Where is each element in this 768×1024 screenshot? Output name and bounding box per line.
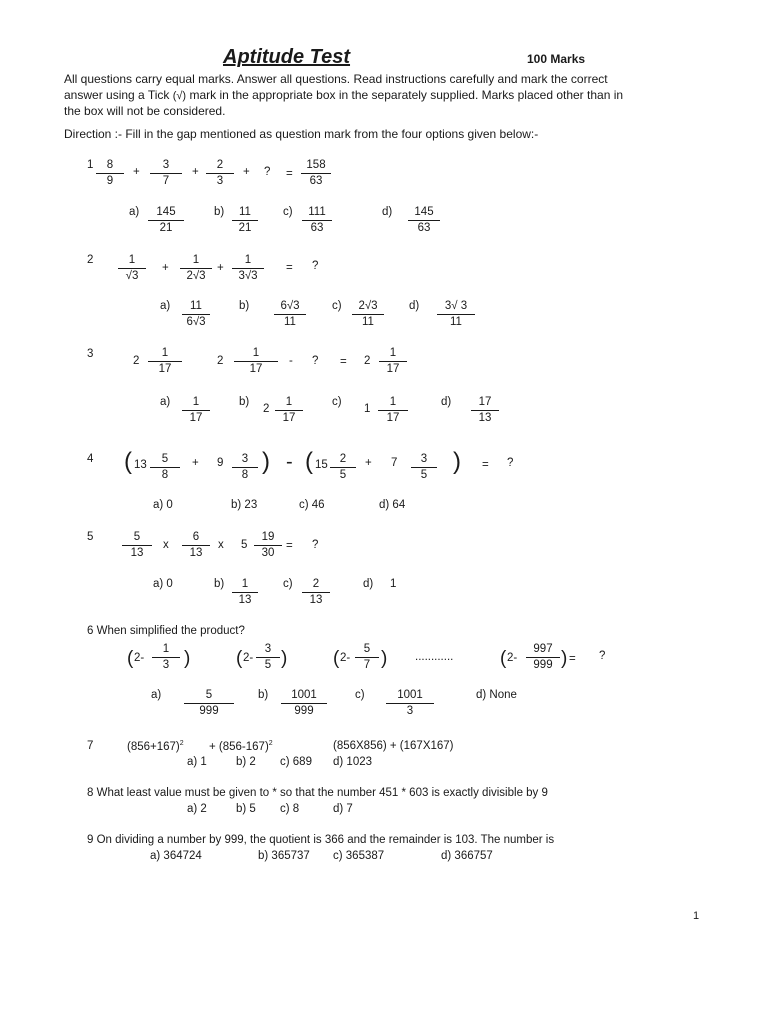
q7-option-a: a) 1	[187, 756, 207, 768]
q1-number: 1	[87, 159, 94, 171]
q7-term-2: + $(856-167)^2$	[209, 740, 273, 753]
instructions-line-2a: answer using a Tick	[64, 87, 170, 102]
instructions	[64, 72, 684, 120]
q7-option-c: c) 689	[280, 756, 312, 768]
q2-option-a-label: a)	[160, 300, 171, 312]
page-number: 1	[693, 910, 700, 922]
q1-option-c: $\frac{111}{63}$	[302, 206, 332, 235]
q6-term-prefix: 2-	[507, 652, 518, 664]
q6-open-paren: (	[333, 648, 340, 669]
q5-option-a: a) 0	[153, 578, 173, 590]
q4-plus: +	[192, 457, 199, 469]
q4-option-a: a) 0	[153, 499, 173, 511]
q1-option-d: $\frac{145}{63}$	[408, 206, 440, 235]
q2-plus: +	[217, 262, 224, 274]
q5-option-c-label: c)	[283, 578, 293, 590]
q6-fraction-4: $\frac{997}{999}$	[526, 643, 560, 672]
q2-fraction-2: $\frac{1}{2√3}$	[180, 254, 212, 283]
q6-term-prefix: 2-	[340, 652, 351, 664]
q5-number: 5	[87, 531, 94, 543]
q6-equals: =	[569, 653, 576, 665]
q4-whole-1: 13	[134, 459, 147, 471]
q1-option-a-label: a)	[129, 206, 140, 218]
q6-close-paren: )	[184, 648, 191, 669]
q5-question-mark: ?	[312, 539, 319, 551]
q7-option-b: b) 2	[236, 756, 256, 768]
q5-option-d: 1	[390, 578, 397, 590]
q1-fraction-1: $\frac{8}{9}$	[96, 159, 124, 188]
q6-question-mark: ?	[599, 650, 606, 662]
q9-option-d: d) 366757	[441, 850, 493, 862]
q4-whole-4: 7	[391, 457, 398, 469]
q3-option-d: $\frac{17}{13}$	[471, 396, 499, 425]
q1-plus: +	[243, 166, 250, 178]
q6-ellipsis: ............	[415, 651, 454, 663]
q8-option-b: b) 5	[236, 803, 256, 815]
q3-whole-1: 2	[133, 355, 140, 367]
q1-equals: =	[286, 168, 293, 180]
q1-fraction-2: $\frac{3}{7}$	[150, 159, 182, 188]
q2-option-c: $\frac{2√3}{11}$	[352, 300, 384, 329]
q3-option-b: $\frac{1}{17}$	[275, 396, 303, 425]
q6-term-prefix: 2-	[243, 652, 254, 664]
q3-question-mark: ?	[312, 355, 319, 367]
q1-option-b: $\frac{11}{21}$	[232, 206, 258, 235]
q7-number: 7	[87, 740, 94, 752]
q2-option-b: $\frac{6√3}{11}$	[274, 300, 306, 329]
q2-fraction-3: $\frac{1}{3√3}$	[232, 254, 264, 283]
direction-text: Direction :- Fill in the gap mentioned as question mark from the four options given below:-	[64, 127, 539, 141]
q4-plus: +	[365, 457, 372, 469]
q6-fraction-3: $\frac{5}{7}$	[355, 643, 379, 672]
q2-plus: +	[162, 262, 169, 274]
q3-minus: -	[289, 355, 293, 367]
q4-fraction-2: $\frac{3}{8}$	[232, 453, 258, 482]
q4-fraction-4: $\frac{3}{5}$	[411, 453, 437, 482]
q3-option-c-whole: 1	[364, 403, 371, 415]
q1-fraction-3: $\frac{2}{3}$	[206, 159, 234, 188]
q6-question-text: 6 When simplified the product?	[87, 625, 245, 637]
q4-close-paren: )	[262, 448, 270, 475]
q6-close-paren: )	[561, 648, 568, 669]
q8-option-d: d) 7	[333, 803, 353, 815]
total-marks: 100 Marks	[527, 52, 586, 66]
q5-times: x	[163, 539, 169, 551]
tick-mark-icon: (√)	[172, 89, 187, 102]
q5-fraction-3: $\frac{19}{30}$	[254, 531, 282, 560]
q6-option-a: $\frac{5}{999}$	[184, 689, 234, 718]
q1-option-c-label: c)	[283, 206, 293, 218]
q4-fraction-3: $\frac{2}{5}$	[330, 453, 356, 482]
q6-option-c: $\frac{1001}{3}$	[386, 689, 434, 718]
q5-times: x	[218, 539, 224, 551]
q8-option-a: a) 2	[187, 803, 207, 815]
q2-fraction-1: $\frac{1}{√3}$	[118, 254, 146, 283]
q6-open-paren: (	[500, 648, 507, 669]
q3-option-c-label: c)	[332, 396, 342, 408]
q6-fraction-2: $\frac{3}{5}$	[256, 643, 280, 672]
q3-option-b-label: b)	[239, 396, 250, 408]
q3-option-a-label: a)	[160, 396, 171, 408]
q4-equals: =	[482, 459, 489, 471]
q4-option-c: c) 46	[299, 499, 325, 511]
q1-result: $\frac{158}{63}$	[301, 159, 331, 188]
q3-option-c: $\frac{1}{17}$	[378, 396, 408, 425]
q5-fraction-2: $\frac{6}{13}$	[182, 531, 210, 560]
q3-fraction-2: $\frac{1}{17}$	[234, 347, 278, 376]
q4-open-paren: (	[305, 448, 313, 475]
q3-whole-2: 2	[217, 355, 224, 367]
q7-term-1: $(856+167)^2$	[127, 740, 184, 753]
q6-option-a-label: a)	[151, 689, 162, 701]
q2-option-d: $\frac{3√ 3}{11}$	[437, 300, 475, 329]
q4-close-paren: )	[453, 448, 461, 475]
q3-fraction-3: $\frac{1}{17}$	[379, 347, 407, 376]
q9-question-text: 9 On dividing a number by 999, the quotient is 366 and the remainder is 103. The number is	[87, 834, 555, 846]
page-title: Aptitude Test	[223, 46, 351, 68]
q8-option-c: c) 8	[280, 803, 300, 815]
q1-option-b-label: b)	[214, 206, 225, 218]
q3-option-d-label: d)	[441, 396, 452, 408]
q5-whole-3: 5	[241, 539, 248, 551]
q6-open-paren: (	[127, 648, 134, 669]
q6-option-b: $\frac{1001}{999}$	[281, 689, 327, 718]
q1-plus: +	[133, 166, 140, 178]
q6-option-b-label: b)	[258, 689, 269, 701]
q4-fraction-1: $\frac{5}{8}$	[150, 453, 180, 482]
q4-open-paren: (	[124, 448, 132, 475]
q7-option-d: d) 1023	[333, 756, 373, 768]
q4-whole-3: 15	[315, 459, 328, 471]
q7-term-3: (856X856) + (167X167)	[333, 740, 454, 752]
q6-option-d: d) None	[476, 689, 517, 701]
q4-question-mark: ?	[507, 457, 514, 469]
q3-fraction-1: $\frac{1}{17}$	[148, 347, 182, 376]
q3-number: 3	[87, 348, 94, 360]
q5-option-d-label: d)	[363, 578, 374, 590]
q6-option-c-label: c)	[355, 689, 365, 701]
instructions-line-2	[64, 88, 684, 105]
q2-number: 2	[87, 254, 94, 266]
instructions-line-2b: mark in the appropriate box in the separately supplied. Marks placed other than in	[189, 87, 624, 102]
q3-whole-3: 2	[364, 355, 371, 367]
q1-option-d-label: d)	[382, 206, 393, 218]
q6-close-paren: )	[381, 648, 388, 669]
q5-option-b: $\frac{1}{13}$	[232, 578, 258, 607]
q6-term-prefix: 2-	[134, 652, 145, 664]
q6-close-paren: )	[281, 648, 288, 669]
q8-question-text: 8 What least value must be given to * so that the number 451 * 603 is exactly divisible by 9	[87, 787, 548, 799]
q2-option-d-label: d)	[409, 300, 420, 312]
q2-question-mark: ?	[312, 260, 319, 272]
instructions-line-3: the box will not be considered.	[64, 104, 226, 119]
q4-option-b: b) 23	[231, 499, 258, 511]
q9-option-b: b) 365737	[258, 850, 310, 862]
q4-option-d: d) 64	[379, 499, 406, 511]
q5-fraction-1: $\frac{5}{13}$	[122, 531, 152, 560]
q2-option-a: $\frac{11}{6√3}$	[182, 300, 210, 329]
q5-option-c: $\frac{2}{13}$	[302, 578, 330, 607]
q4-number: 4	[87, 453, 94, 465]
q5-equals: =	[286, 540, 293, 552]
q2-option-c-label: c)	[332, 300, 342, 312]
q6-fraction-1: $\frac{1}{3}$	[152, 643, 180, 672]
q3-equals: =	[340, 356, 347, 368]
q3-option-b-whole: 2	[263, 403, 270, 415]
q2-equals: =	[286, 262, 293, 274]
q2-option-b-label: b)	[239, 300, 250, 312]
q6-open-paren: (	[236, 648, 243, 669]
q9-option-c: c) 365387	[333, 850, 385, 862]
q1-plus: +	[192, 166, 199, 178]
q9-option-a: a) 364724	[150, 850, 202, 862]
q3-option-a: $\frac{1}{17}$	[182, 396, 210, 425]
q1-question-mark: ?	[264, 166, 271, 178]
q4-minus: -	[286, 451, 293, 473]
q4-whole-2: 9	[217, 457, 224, 469]
q5-option-b-label: b)	[214, 578, 225, 590]
instructions-line-1: All questions carry equal marks. Answer all questions. Read instructions carefully and mark the correct	[64, 72, 608, 86]
q1-option-a: $\frac{145}{21}$	[148, 206, 184, 235]
